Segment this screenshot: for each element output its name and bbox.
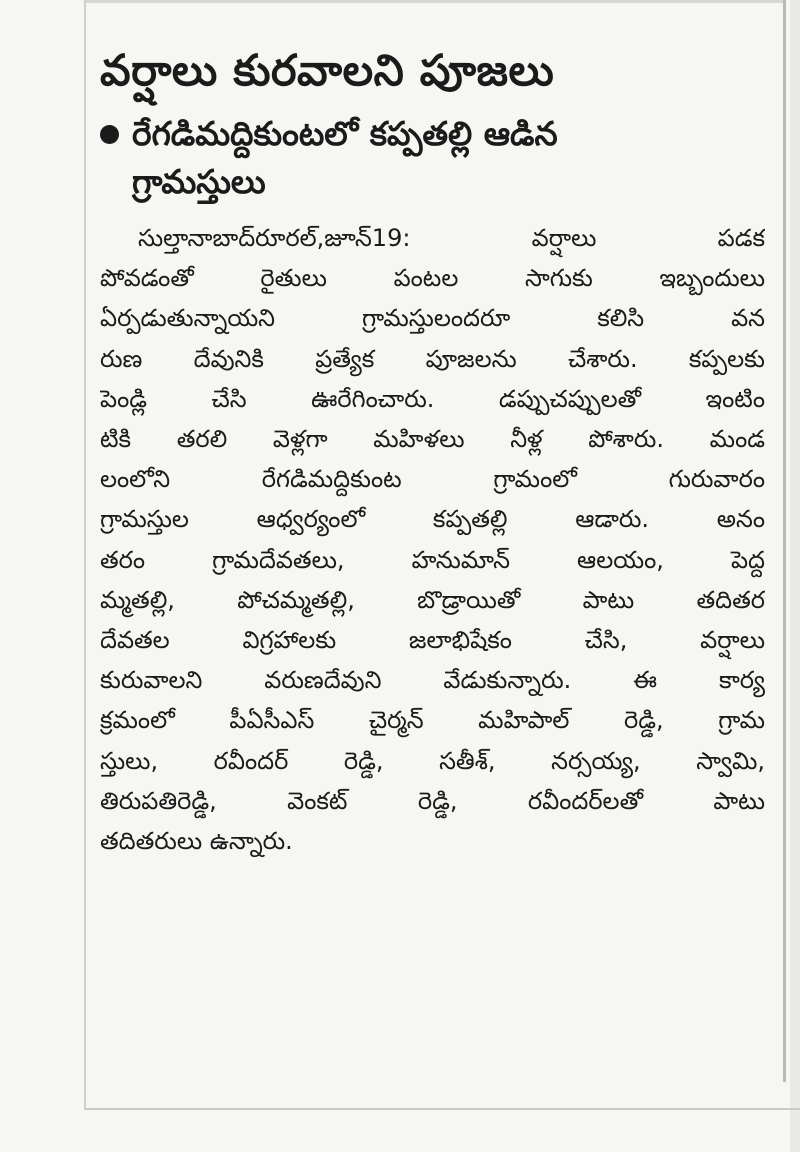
page-edge	[790, 0, 800, 1152]
right-column-rule	[783, 0, 786, 1082]
news-article	[100, 38, 765, 861]
body-line: పెండ్లి చేసి ఊరేగించారు. డప్పుచప్పులతో ఇంటిం	[100, 384, 765, 413]
body-line: పోవడంతో రైతులు పంటల సాగుకు ఇబ్బందులు	[100, 264, 765, 293]
bullet-icon	[100, 125, 119, 144]
body-line: స్తులు, రవీందర్ రెడ్డి, సతీశ్, నర్సయ్య, స్వామి,	[100, 746, 765, 775]
body-line: టికి తరలి వెళ్లగా మహిళలు నీళ్ల పోశారు. మండ	[100, 425, 765, 454]
body-line: మ్మతల్లి, పోచమ్మతల్లి, బొడ్రాయితో పాటు తదితర	[100, 585, 765, 614]
body-line: సుల్తానాబాద్‌రూరల్,జూన్19: వర్షాలు పడక	[138, 224, 765, 252]
body-line: లంలోని రేగడిమద్దికుంట గ్రామంలో గురువారం	[100, 465, 765, 494]
body-line: తదితరులు ఉన్నారు.	[100, 827, 293, 856]
body-line: క్రమంలో పీఏసీఎస్ చైర్మన్ మహిపాల్ రెడ్డి, గ్రామ	[100, 706, 765, 735]
body-line: తరం గ్రామదేవతలు, హనుమాన్ ఆలయం, పెద్ద	[100, 545, 765, 574]
article-headline: వర్షాలు కురవాలని పూజలు	[100, 46, 555, 96]
body-line: ఏర్పడుతున్నాయని గ్రామస్తులందరూ కలిసి వన	[100, 304, 765, 333]
bottom-column-rule	[84, 1108, 800, 1110]
article-subheadline	[100, 110, 765, 206]
body-line: గ్రామస్తుల ఆధ్వర్యంలో కప్పతల్లి ఆడారు. అనం	[100, 505, 765, 534]
top-column-rule	[84, 0, 784, 3]
body-line: కురువాలని వరుణదేవుని వేడుకున్నారు. ఈ కార్య	[100, 666, 765, 695]
subheadline-line-1: రేగడిమద్దికుంటలో కప్పతల్లి ఆడిన	[132, 114, 558, 153]
article-body	[100, 218, 765, 861]
subheadline-line-2: గ్రామస్తులు	[132, 162, 266, 201]
body-line: రుణ దేవునికి ప్రత్యేక పూజలను చేశారు. కప్పలకు	[100, 344, 765, 373]
body-line: దేవతల విగ్రహాలకు జలాభిషేకం చేసి, వర్షాలు	[100, 626, 765, 655]
left-column-rule	[84, 0, 86, 1110]
body-line: తిరుపతిరెడ్డి, వెంకట్ రెడ్డి, రవీందర్‌లతో పాటు	[100, 786, 765, 815]
